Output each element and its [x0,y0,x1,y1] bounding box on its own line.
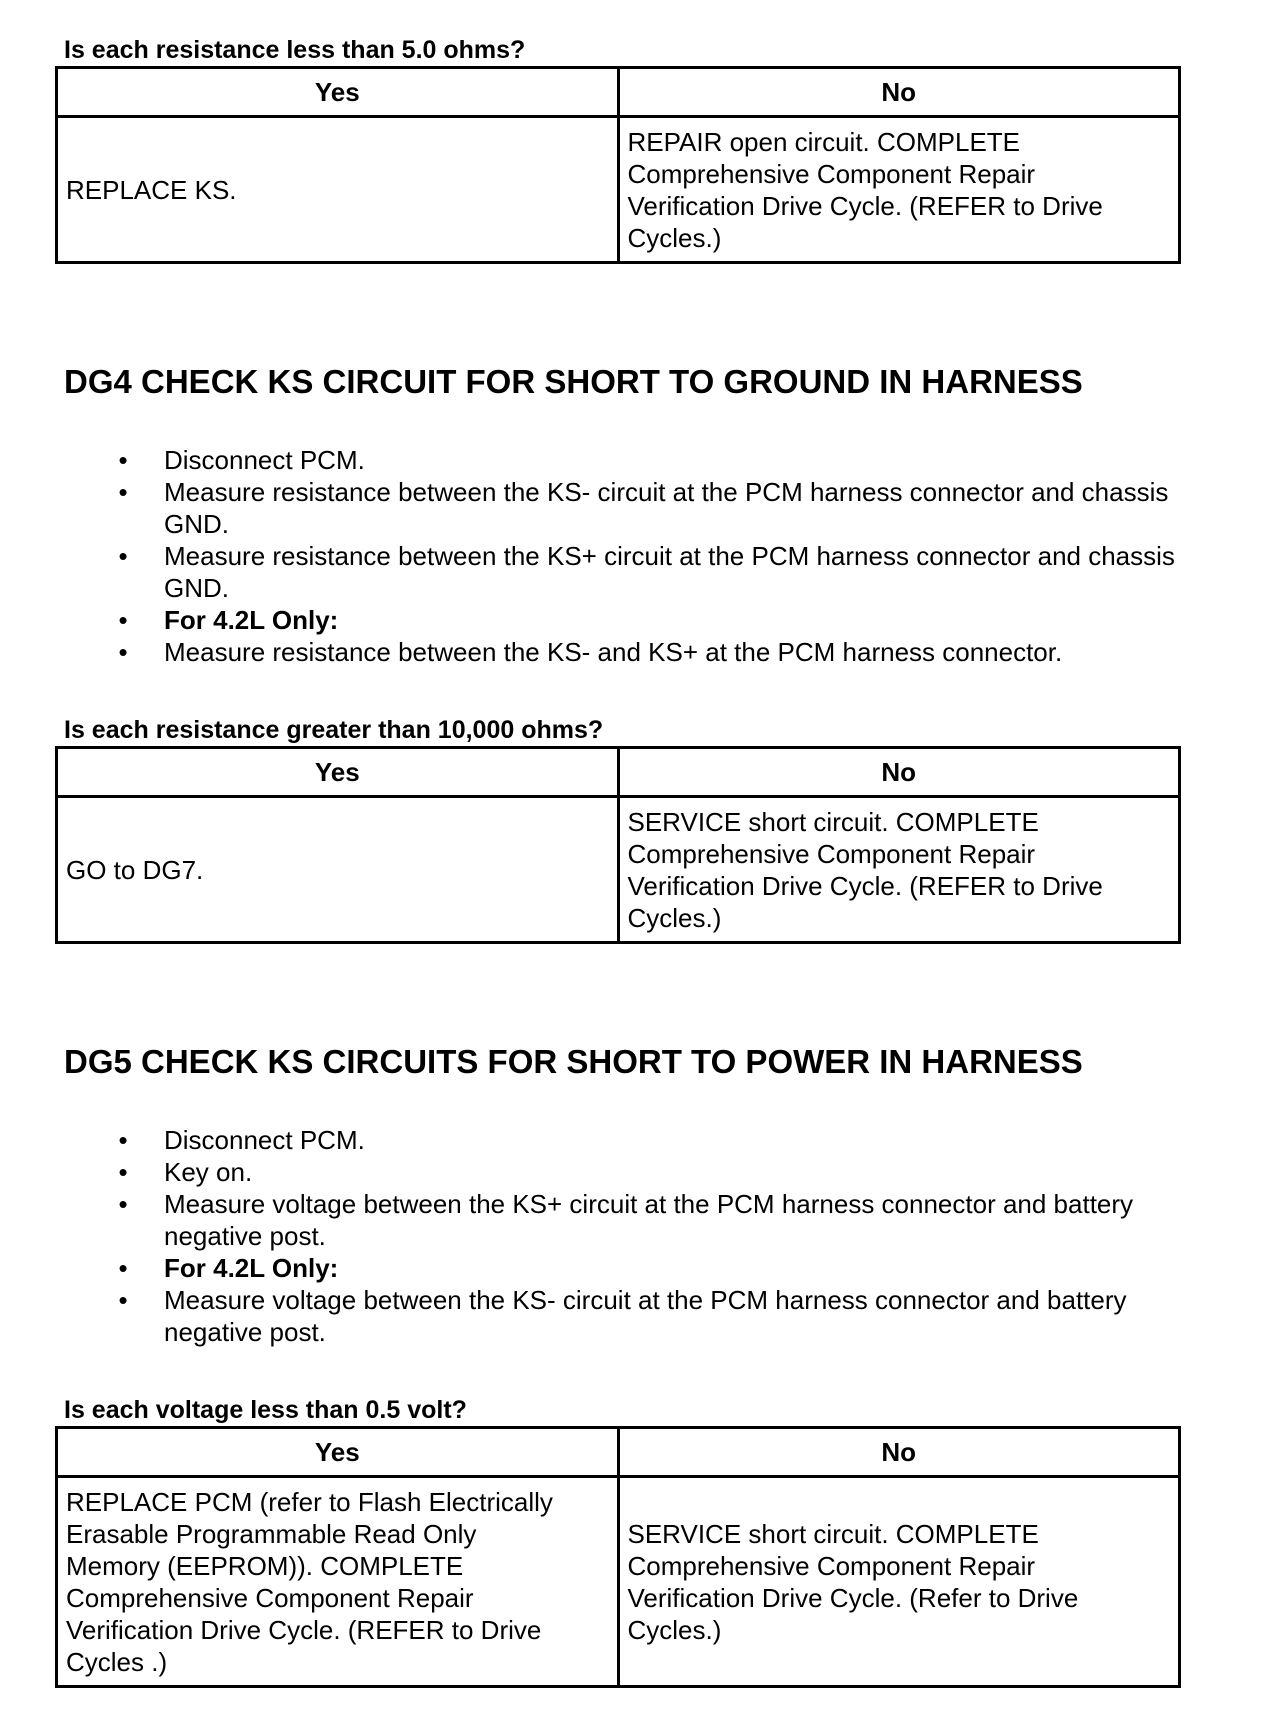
list-item-text: Key on. [164,1157,253,1187]
cell-line: SERVICE short circuit. COMPLETE [627,806,1039,837]
bullet-icon: • [118,1189,128,1219]
list-item [0,540,1270,604]
bullet-icon: • [118,1157,128,1187]
bullet-icon: • [118,1253,128,1283]
section-heading-dg5: DG5 CHECK KS CIRCUITS FOR SHORT TO POWER IN HARNESS [64,1043,1083,1080]
table-row [57,1477,1180,1687]
list-item-text: negative post. [164,1317,326,1347]
no-header: No [618,68,1180,117]
table-header-row [57,748,1180,797]
bullet-icon: • [118,1125,128,1155]
cell-line: SERVICE short circuit. COMPLETE [627,1518,1039,1549]
table-header-row [57,68,1180,117]
bullet-icon: • [118,637,128,667]
bullet-icon: • [118,477,128,507]
list-item [0,444,1270,476]
no-header: No [618,748,1180,797]
list-item [0,476,1270,540]
list-item [0,1252,1270,1284]
list-item-text: Disconnect PCM. [164,1125,365,1155]
list-item-text: Measure voltage between the KS+ circuit at the PCM harness connector and battery [164,1189,1134,1219]
cell-line: Verification Drive Cycle. (Refer to Drive [627,1582,1079,1613]
cell-line: Comprehensive Component Repair [627,158,1036,189]
bullet-icon: • [118,445,128,475]
cell-line: Cycles .) [66,1646,168,1677]
cell-line: Memory (EEPROM)). COMPLETE [66,1550,464,1581]
yes-no-table-3 [55,1426,1181,1688]
question-resistance-10000ohms: Is each resistance greater than 10,000 ohms? [64,716,604,744]
yes-cell: REPLACE KS. [57,117,619,263]
list-item-text: For 4.2L Only: [164,605,339,635]
cell-line: Cycles.) [627,902,722,933]
no-cell [618,117,1180,263]
list-item [0,1188,1270,1252]
list-item [0,1124,1270,1156]
yes-header: Yes [57,68,619,117]
list-item-text: GND. [164,509,229,539]
list-item [0,1284,1270,1348]
list-item-text: GND. [164,573,229,603]
list-item [0,604,1270,636]
table-row [57,117,1180,263]
list-item-text: Measure resistance between the KS- circuit at the PCM harness connector and chassis [164,477,1169,507]
bullet-list-dg4 [0,444,1270,668]
cell-line: Erasable Programmable Read Only [66,1518,477,1549]
yes-cell: GO to DG7. [57,797,619,943]
question-voltage-0-5volt: Is each voltage less than 0.5 volt? [64,1396,467,1424]
cell-line: Comprehensive Component Repair [627,1550,1036,1581]
bullet-icon: • [118,541,128,571]
section-heading-dg4: DG4 CHECK KS CIRCUIT FOR SHORT TO GROUND IN HARNESS [64,363,1083,400]
yes-no-table-1 [55,66,1181,264]
cell-line: Verification Drive Cycle. (REFER to Drive [627,870,1103,901]
cell-line: Verification Drive Cycle. (REFER to Drive [66,1614,542,1645]
no-cell [618,1477,1180,1687]
table-header-row [57,1428,1180,1477]
cell-line: Verification Drive Cycle. (REFER to Drive [627,190,1103,221]
list-item-text: Measure resistance between the KS- and KS+ at the PCM harness connector. [164,637,1063,667]
bullet-list-dg5 [0,1124,1270,1348]
list-item [0,636,1270,668]
no-cell [618,797,1180,943]
yes-header: Yes [57,748,619,797]
question-resistance-5ohms: Is each resistance less than 5.0 ohms? [64,36,526,64]
list-item-text: Disconnect PCM. [164,445,365,475]
cell-line: Cycles.) [627,222,722,253]
list-item-text: For 4.2L Only: [164,1253,339,1283]
yes-header: Yes [57,1428,619,1477]
cell-line: Comprehensive Component Repair [627,838,1036,869]
list-item-text: negative post. [164,1221,326,1251]
bullet-icon: • [118,1285,128,1315]
yes-cell [57,1477,619,1687]
table-row [57,797,1180,943]
cell-line: REPAIR open circuit. COMPLETE [627,126,1021,157]
cell-line: Cycles.) [627,1614,722,1645]
list-item [0,1156,1270,1188]
cell-line: Comprehensive Component Repair [66,1582,474,1613]
yes-no-table-2 [55,746,1181,944]
bullet-icon: • [118,605,128,635]
list-item-text: Measure resistance between the KS+ circuit at the PCM harness connector and chassis [164,541,1175,571]
no-header: No [618,1428,1180,1477]
list-item-text: Measure voltage between the KS- circuit at the PCM harness connector and battery [164,1285,1127,1315]
cell-line: REPLACE PCM (refer to Flash Electrically [66,1486,553,1517]
